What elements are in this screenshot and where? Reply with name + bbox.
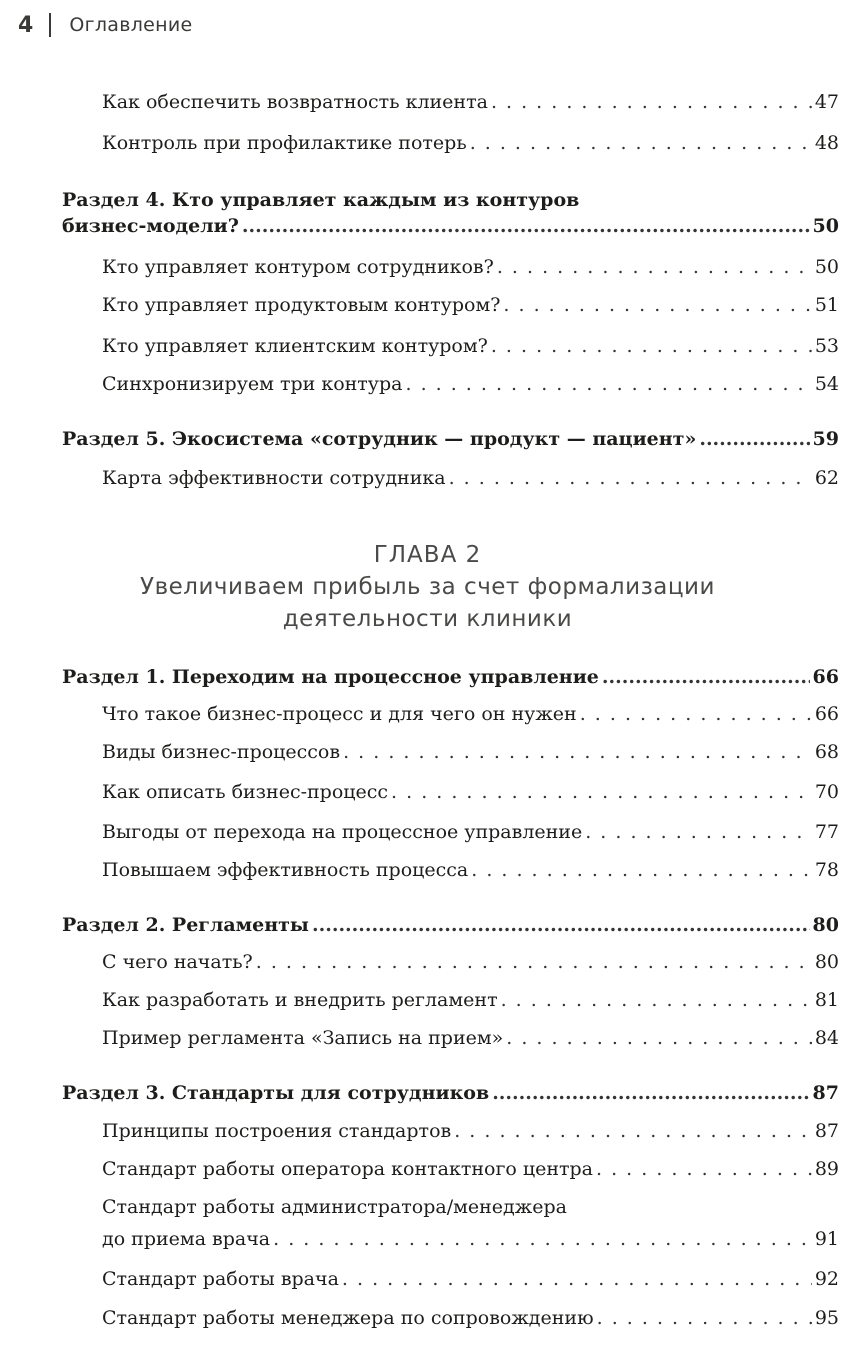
toc-section-page: 50 [812,215,839,237]
toc-entry[interactable] [102,130,839,156]
toc-entry[interactable] [102,254,839,280]
leader-dots [503,292,811,318]
toc-entry-title: Синхронизируем три контура [102,373,403,395]
toc-entry-page: 70 [814,781,839,803]
toc-entry-page: 78 [814,859,839,881]
toc-entry[interactable] [102,701,839,727]
leader-dots [501,987,812,1013]
toc-entry-title: Контроль при профилактике потерь [102,132,467,154]
leader-dots [492,1080,809,1106]
toc-entry-page: 95 [814,1307,839,1329]
leader-dots [454,1118,812,1144]
toc-section-5[interactable] [62,426,839,452]
toc-section-title: Раздел 5. Экосистема «сотрудник — продукт — пациент» [62,428,697,450]
toc-entry[interactable] [102,1118,839,1144]
leader-dots [312,912,810,938]
leader-dots [596,1156,812,1182]
toc-section-page: 87 [812,1082,839,1104]
chapter-title-line1: Увеличиваем прибыль за счет формализации [140,574,715,600]
leader-dots [506,1025,812,1051]
toc-entry-page: 47 [814,91,839,113]
running-header [18,10,193,40]
toc-entry-page: 92 [814,1268,839,1290]
toc-entry[interactable] [102,371,839,397]
toc-section-page: 80 [812,914,839,936]
leader-dots [491,89,812,115]
toc-entry-title: Что такое бизнес-процесс и для чего он нужен [102,703,577,725]
toc-section-title-line2: бизнес-модели? [62,215,239,237]
toc-entry-page: 81 [814,989,839,1011]
leader-dots [273,1226,812,1252]
leader-dots [342,1266,812,1292]
toc-entry-page: 84 [814,1027,839,1049]
toc-entry-title: Как описать бизнес-процесс [102,781,389,803]
toc-entry[interactable] [102,292,839,318]
leader-dots [343,739,812,765]
toc-entry[interactable] [102,949,839,975]
toc-entry[interactable] [102,1305,839,1331]
leader-dots [391,779,812,805]
toc-entry[interactable] [102,819,839,845]
toc-section[interactable] [62,1080,839,1106]
toc-entry-page: 91 [814,1228,839,1250]
toc-entry-page: 68 [814,741,839,763]
toc-entry-page: 77 [814,821,839,843]
leader-dots [497,254,812,280]
toc-section-page: 66 [812,666,839,688]
toc-entry-page: 62 [814,467,839,489]
toc-entry-page: 51 [814,294,839,316]
toc-entry[interactable] [102,1025,839,1051]
toc-entry[interactable] [102,987,839,1013]
toc-entry[interactable] [102,857,839,883]
toc-entry-title: Карта эффективности сотрудника [102,467,446,489]
toc-section-title: Раздел 1. Переходим на процессное управление [62,666,599,688]
toc-entry[interactable] [102,465,839,491]
leader-dots [602,664,810,690]
toc-entry-title: Выгоды от перехода на процессное управление [102,821,583,843]
toc-entry-title: Принципы построения стандартов [102,1120,452,1142]
leader-dots [699,426,809,452]
toc-entry-title: Кто управляет клиентским контуром? [102,335,488,357]
chapter-title-line2: деятельности клиники [282,606,573,632]
toc-entry-title: Как разработать и внедрить регламент [102,989,498,1011]
leader-dots [580,701,812,727]
leader-dots [471,857,812,883]
header-divider [49,13,51,37]
toc-entry-title: до приема врача [102,1228,271,1250]
toc-entry-page: 80 [814,951,839,973]
toc-section-page: 59 [812,428,839,450]
toc-entry[interactable] [102,333,839,359]
leader-dots [470,130,812,156]
leader-dots [585,819,812,845]
chapter-label: ГЛАВА 2 [373,542,482,568]
toc-entry-page: 48 [814,132,839,154]
toc-entry-title: Стандарт работы врача [102,1268,339,1290]
running-title: Оглавление [69,14,193,36]
toc-entry-page: 54 [814,373,839,395]
toc-entry-title: Повышаем эффективность процесса [102,859,469,881]
leader-dots [597,1305,812,1331]
toc-entry-page: 89 [814,1158,839,1180]
toc-section[interactable] [62,912,839,938]
toc-entry-title-line1: Стандарт работы администратора/менеджера [102,1196,567,1218]
toc-section-title: Раздел 3. Стандарты для сотрудников [62,1082,490,1104]
toc-entry-page: 50 [814,256,839,278]
toc-section-4[interactable] [62,187,839,239]
leader-dots [242,213,810,239]
toc-entry-title: Кто управляет продуктовым контуром? [102,294,501,316]
leader-dots [491,333,812,359]
toc-entry[interactable] [102,89,839,115]
toc-entry-title: Как обеспечить возвратность клиента [102,91,488,113]
page-number: 4 [18,12,34,38]
toc-entry-title: Пример регламента «Запись на прием» [102,1027,504,1049]
toc-section-title-line1: Раздел 4. Кто управляет каждым из контуров [62,189,580,211]
toc-entry-title: Кто управляет контуром сотрудников? [102,256,494,278]
toc-entry-title: Стандарт работы оператора контактного центра [102,1158,594,1180]
toc-entry[interactable] [102,1266,839,1292]
toc-entry[interactable] [102,779,839,805]
leader-dots [256,949,812,975]
toc-entry-title: С чего начать? [102,951,253,973]
toc-entry-page: 53 [814,335,839,357]
toc-section-title: Раздел 2. Регламенты [62,914,309,936]
leader-dots [449,465,812,491]
toc-entry-page: 66 [814,703,839,725]
toc-entry[interactable] [102,1156,839,1182]
toc-section[interactable] [62,664,839,690]
toc-entry-page: 87 [814,1120,839,1142]
leader-dots [405,371,811,397]
toc-entry[interactable] [102,739,839,765]
toc-entry[interactable] [102,1194,839,1252]
toc-entry-title: Виды бизнес-процессов [102,741,341,763]
toc-entry-title: Стандарт работы менеджера по сопровождению [102,1307,594,1329]
